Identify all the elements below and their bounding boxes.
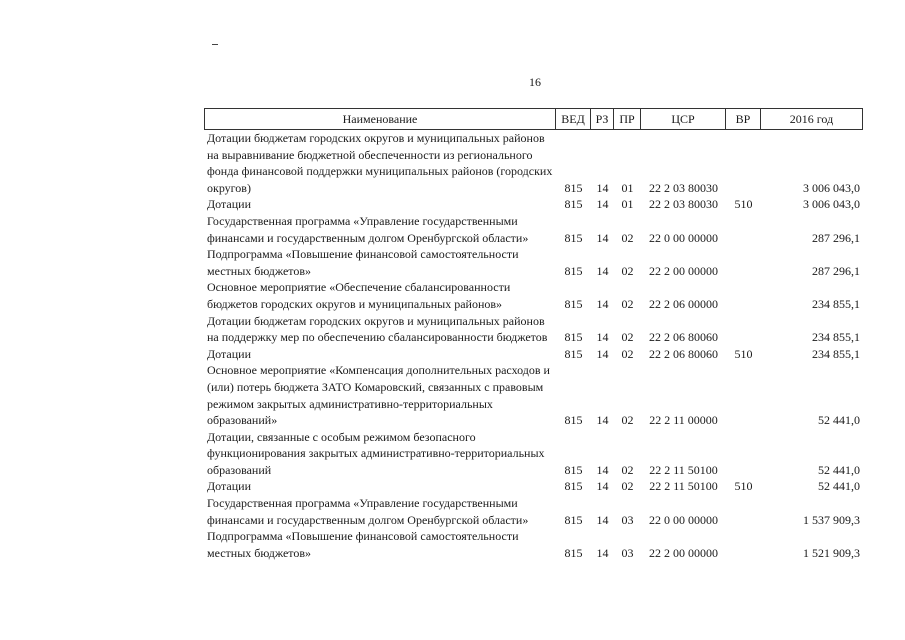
budget-table xyxy=(204,108,863,561)
row-amount: 3 006 043,0 xyxy=(803,197,860,212)
row-pr: 02 xyxy=(621,230,634,245)
row-rz: 14 xyxy=(596,346,609,361)
row-csr: 22 2 11 50100 xyxy=(649,462,718,477)
header-name: Наименование xyxy=(204,108,556,130)
header-csr: ЦСР xyxy=(641,108,726,130)
row-ved: 815 xyxy=(564,479,583,494)
row-pr: 01 xyxy=(621,197,634,212)
row-amount: 52 441,0 xyxy=(818,462,860,477)
row-csr: 22 2 11 50100 xyxy=(649,479,718,494)
row-rz: 14 xyxy=(596,545,609,560)
row-csr: 22 2 00 00000 xyxy=(649,263,718,278)
row-csr: 22 2 00 00000 xyxy=(649,545,718,560)
row-csr: 22 2 03 80030 xyxy=(649,197,718,212)
row-name: Дотации xyxy=(207,346,252,361)
row-amount: 287 296,1 xyxy=(812,263,860,278)
row-pr: 03 xyxy=(621,512,634,527)
row-name: Дотации xyxy=(207,197,252,212)
header-pr: ПР xyxy=(614,108,641,130)
row-ved: 815 xyxy=(564,180,583,195)
row-ved: 815 xyxy=(564,545,583,560)
row-amount: 234 855,1 xyxy=(812,330,860,345)
row-name: Подпрограмма «Повышение финансовой самостоятельности местных бюджетов» xyxy=(207,247,519,278)
row-name: Государственная программа «Управление государственными финансами и государственным долгом Оренбургской области» xyxy=(207,496,529,527)
row-rz: 14 xyxy=(596,413,609,428)
row-pr: 02 xyxy=(621,346,634,361)
header-ved: ВЕД xyxy=(556,108,591,130)
row-amount: 1 521 909,3 xyxy=(803,545,860,560)
row-ved: 815 xyxy=(564,346,583,361)
header-year: 2016 год xyxy=(761,108,863,130)
row-csr: 22 2 06 80060 xyxy=(649,346,718,361)
row-ved: 815 xyxy=(564,230,583,245)
row-csr: 22 2 03 80030 xyxy=(649,180,718,195)
row-csr: 22 0 00 00000 xyxy=(649,512,718,527)
row-amount: 234 855,1 xyxy=(812,346,860,361)
row-amount: 287 296,1 xyxy=(812,230,860,245)
row-csr: 22 2 11 00000 xyxy=(649,413,718,428)
row-pr: 03 xyxy=(621,545,634,560)
row-pr: 02 xyxy=(621,479,634,494)
row-rz: 14 xyxy=(596,180,609,195)
row-pr: 02 xyxy=(621,330,634,345)
row-amount: 3 006 043,0 xyxy=(803,180,860,195)
row-rz: 14 xyxy=(596,197,609,212)
row-vr: 510 xyxy=(734,346,753,361)
row-amount: 234 855,1 xyxy=(812,296,860,311)
row-ved: 815 xyxy=(564,296,583,311)
row-rz: 14 xyxy=(596,512,609,527)
row-pr: 02 xyxy=(621,263,634,278)
row-amount: 52 441,0 xyxy=(818,413,860,428)
row-amount: 1 537 909,3 xyxy=(803,512,860,527)
row-name: Дотации бюджетам городских округов и муниципальных районов на поддержку мер по обеспечению сбалансированности бюджетов xyxy=(207,313,548,345)
row-rz: 14 xyxy=(596,330,609,345)
row-name: Дотации xyxy=(207,479,252,494)
row-ved: 815 xyxy=(564,197,583,212)
row-ved: 815 xyxy=(564,413,583,428)
row-name: Государственная программа «Управление государственными финансами и государственным долгом Оренбургской области» xyxy=(207,213,529,245)
row-csr: 22 0 00 00000 xyxy=(649,230,718,245)
row-name: Основное мероприятие «Обеспечение сбалансированности бюджетов городских округов и муниципальных районов» xyxy=(207,280,511,311)
scan-speck xyxy=(212,44,218,45)
row-pr: 01 xyxy=(621,180,634,195)
row-ved: 815 xyxy=(564,330,583,345)
row-name: Дотации, связанные с особым режимом безопасного функционирования закрытых административно-территориальных образований xyxy=(207,429,545,477)
row-rz: 14 xyxy=(596,263,609,278)
row-pr: 02 xyxy=(621,413,634,428)
row-pr: 02 xyxy=(621,296,634,311)
row-rz: 14 xyxy=(596,230,609,245)
page-number: 16 xyxy=(529,75,541,89)
row-csr: 22 2 06 80060 xyxy=(649,330,718,345)
row-vr: 510 xyxy=(734,197,753,212)
row-rz: 14 xyxy=(596,462,609,477)
row-pr: 02 xyxy=(621,462,634,477)
row-rz: 14 xyxy=(596,479,609,494)
row-vr: 510 xyxy=(734,479,753,494)
row-rz: 14 xyxy=(596,296,609,311)
header-rz: РЗ xyxy=(591,108,614,130)
row-name: Дотации бюджетам городских округов и муниципальных районов на выравнивание бюджетной обеспеченности из регионального фонда финансовой поддержки муниципальных районов (городских округов) xyxy=(207,131,553,195)
row-amount: 52 441,0 xyxy=(818,479,860,494)
row-ved: 815 xyxy=(564,512,583,527)
row-name: Основное мероприятие «Компенсация дополнительных расходов и (или) потерь бюджета ЗАТО Комаровский, связанных с правовым режимом закрытых административно-территориальных образований» xyxy=(207,363,550,428)
row-csr: 22 2 06 00000 xyxy=(649,296,718,311)
row-name: Подпрограмма «Повышение финансовой самостоятельности местных бюджетов» xyxy=(207,529,519,560)
row-ved: 815 xyxy=(564,462,583,477)
row-ved: 815 xyxy=(564,263,583,278)
header-vr: ВР xyxy=(726,108,761,130)
